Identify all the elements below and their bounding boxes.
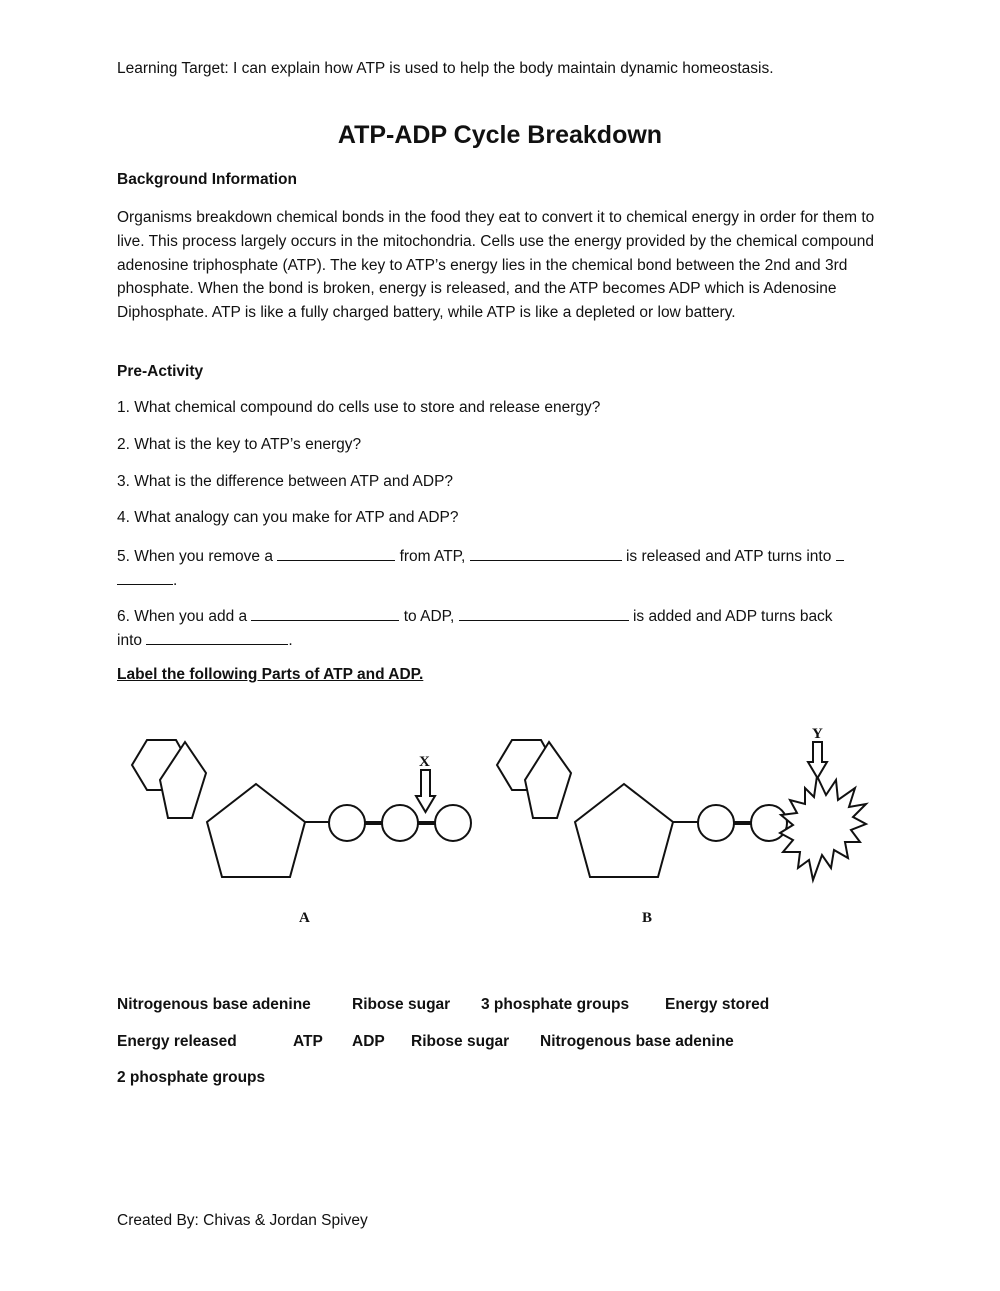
background-heading: Background Information (117, 171, 297, 188)
q5-blank-2[interactable] (470, 546, 622, 561)
adp-ribose-pentagon (575, 784, 673, 877)
page-title: ATP-ADP Cycle Breakdown (337, 121, 663, 149)
word-bank-item: Energy stored (665, 996, 770, 1013)
question-4: 4. What analogy can you make for ATP and ADP? (117, 509, 459, 526)
pre-activity-heading: Pre-Activity (117, 363, 204, 380)
atp-phosphate-3 (435, 805, 471, 841)
q6-blank-3[interactable] (146, 630, 288, 645)
q6-text-5: . (288, 632, 293, 649)
question-6-cont (117, 630, 293, 650)
q6-blank-1[interactable] (251, 606, 399, 621)
label-a: A (299, 910, 310, 926)
q6-text-3: is added and ADP turns back (632, 608, 833, 625)
adp-molecule (497, 740, 866, 880)
q5-text-4: . (173, 572, 178, 589)
adp-phosphate-1 (698, 805, 734, 841)
word-bank-item: Energy released (117, 1033, 237, 1050)
label-y: Y (812, 726, 823, 742)
label-heading: Label the following Parts of ATP and ADP. (117, 666, 424, 683)
atp-phosphate-2 (382, 805, 418, 841)
q5-blank-1[interactable] (277, 546, 395, 561)
word-bank-item: 2 phosphate groups (117, 1069, 266, 1086)
atp-ribose-pentagon (207, 784, 305, 877)
word-bank-item: Nitrogenous base adenine (540, 1033, 734, 1050)
word-bank-item: ATP (293, 1033, 323, 1050)
question-1: 1. What chemical compound do cells use to store and release energy? (117, 399, 601, 416)
q6-text-2: to ADP, (403, 608, 455, 625)
question-6 (117, 606, 833, 626)
word-bank-item: Ribose sugar (411, 1033, 510, 1050)
q5-text-1: 5. When you remove a (117, 548, 273, 565)
q5-blank-3a[interactable] (836, 546, 844, 561)
q6-text-4: into (117, 632, 142, 649)
question-2: 2. What is the key to ATP’s energy? (117, 436, 362, 453)
arrow-y-icon (808, 742, 827, 778)
energy-burst-icon (780, 776, 866, 880)
atp-phosphate-1 (329, 805, 365, 841)
label-x: X (419, 754, 430, 770)
word-bank-item: Ribose sugar (352, 996, 451, 1013)
background-paragraph: Organisms breakdown chemical bonds in the food they eat to convert it to chemical energy in order for them to live. This process largely occurs in the mitochondria. Cells use the energy provided by the chemical compound adenosine triphosphate (ATP). The key to ATP’s energy lies in the chemical bond between the 2nd and 3rd phosphate. When the bond is broken, energy is released, and the ATP becomes ADP which is Adenosine Diphosphate. ATP is like a fully charged battery, while ATP is like a depleted or low battery. (117, 209, 875, 322)
label-b: B (642, 910, 653, 926)
question-5 (117, 546, 844, 566)
arrow-x-icon (416, 770, 435, 812)
q5-text-3: is released and ATP turns into (625, 548, 832, 565)
atp-adp-diagram (0, 700, 1000, 940)
q6-text-1: 6. When you add a (117, 608, 248, 625)
question-3: 3. What is the difference between ATP and ADP? (117, 473, 454, 490)
adp-phosphate-2 (751, 805, 787, 841)
footer-credit: Created By: Chivas & Jordan Spivey (117, 1212, 368, 1229)
q5-text-2: from ATP, (399, 548, 466, 565)
word-bank-item: 3 phosphate groups (481, 996, 630, 1013)
word-bank-item: ADP (352, 1033, 385, 1050)
q6-blank-2[interactable] (459, 606, 629, 621)
learning-target: Learning Target: I can explain how ATP is used to help the body maintain dynamic homeostasis. (117, 60, 774, 77)
q5-blank-3b[interactable] (117, 570, 173, 585)
question-5-cont (117, 570, 177, 590)
word-bank-item: Nitrogenous base adenine (117, 996, 311, 1013)
